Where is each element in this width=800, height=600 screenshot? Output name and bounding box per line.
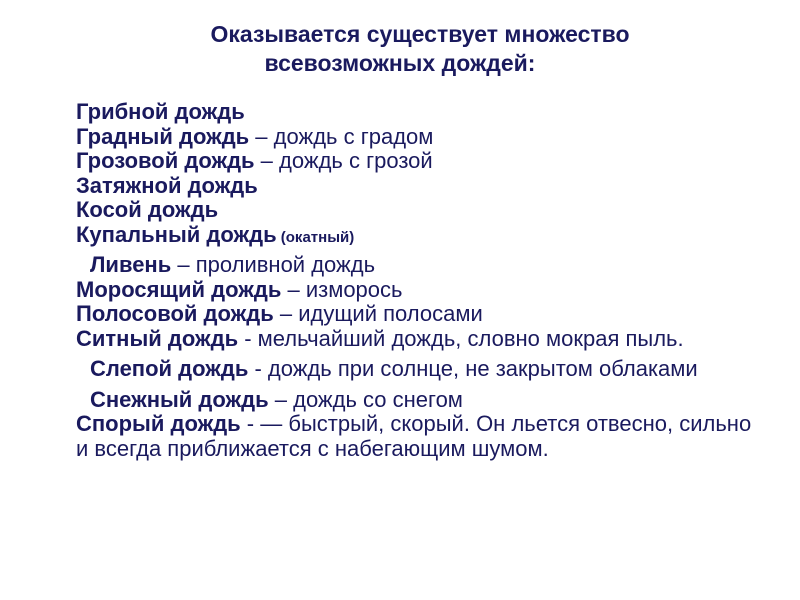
item-term: Косой дождь: [76, 197, 219, 222]
item-term: Ливень: [90, 252, 172, 277]
item-desc: – дождь со снегом: [268, 386, 463, 412]
item-term: Ситный дождь: [76, 325, 239, 351]
slide-title: [0, 20, 800, 78]
item-term: Затяжной дождь: [76, 172, 258, 198]
item-term: Грибной дождь: [76, 99, 245, 124]
list-item: [76, 327, 756, 352]
item-term: Спорый дождь: [76, 411, 241, 436]
item-term: Купальный дождь: [76, 221, 277, 247]
title-line-1: Оказывается существует множество: [210, 21, 630, 47]
list-item: [76, 149, 756, 174]
title-line-2: всевозможных дождей:: [264, 50, 536, 76]
item-term: Снежный дождь: [90, 386, 269, 412]
list-item: [76, 223, 756, 251]
list-item: [76, 278, 756, 303]
item-desc: – проливной дождь: [171, 252, 376, 277]
item-term: Слепой дождь: [90, 356, 249, 381]
list-item: [76, 198, 756, 223]
item-desc: – дождь с грозой: [254, 148, 433, 173]
item-term: Полосовой дождь: [76, 301, 274, 326]
list-item: [76, 357, 756, 382]
item-desc: – дождь с градом: [249, 123, 434, 149]
list-item: [76, 174, 756, 199]
item-desc: – идущий полосами: [273, 301, 483, 326]
item-desc: - мельчайший дождь, словно мокрая пыль.: [238, 325, 684, 351]
list-item: [76, 412, 756, 461]
item-note: (окатный): [276, 228, 355, 246]
item-term: Грозовой дождь: [76, 148, 255, 173]
list-item: [76, 253, 756, 278]
list-item: [76, 302, 756, 327]
list-item: [76, 100, 756, 125]
list-item: [76, 125, 756, 150]
rain-types-list: [76, 100, 756, 461]
item-desc: – изморось: [281, 276, 403, 302]
item-desc: - — быстрый, скорый. Он льется отвесно, сильно и всегда приближается с набегающим шумом.: [76, 411, 752, 461]
item-desc: - дождь при солнце, не закрытом облаками: [248, 356, 698, 381]
list-item: [76, 388, 756, 413]
item-term: Моросящий дождь: [76, 276, 282, 302]
item-term: Градный дождь: [76, 123, 250, 149]
